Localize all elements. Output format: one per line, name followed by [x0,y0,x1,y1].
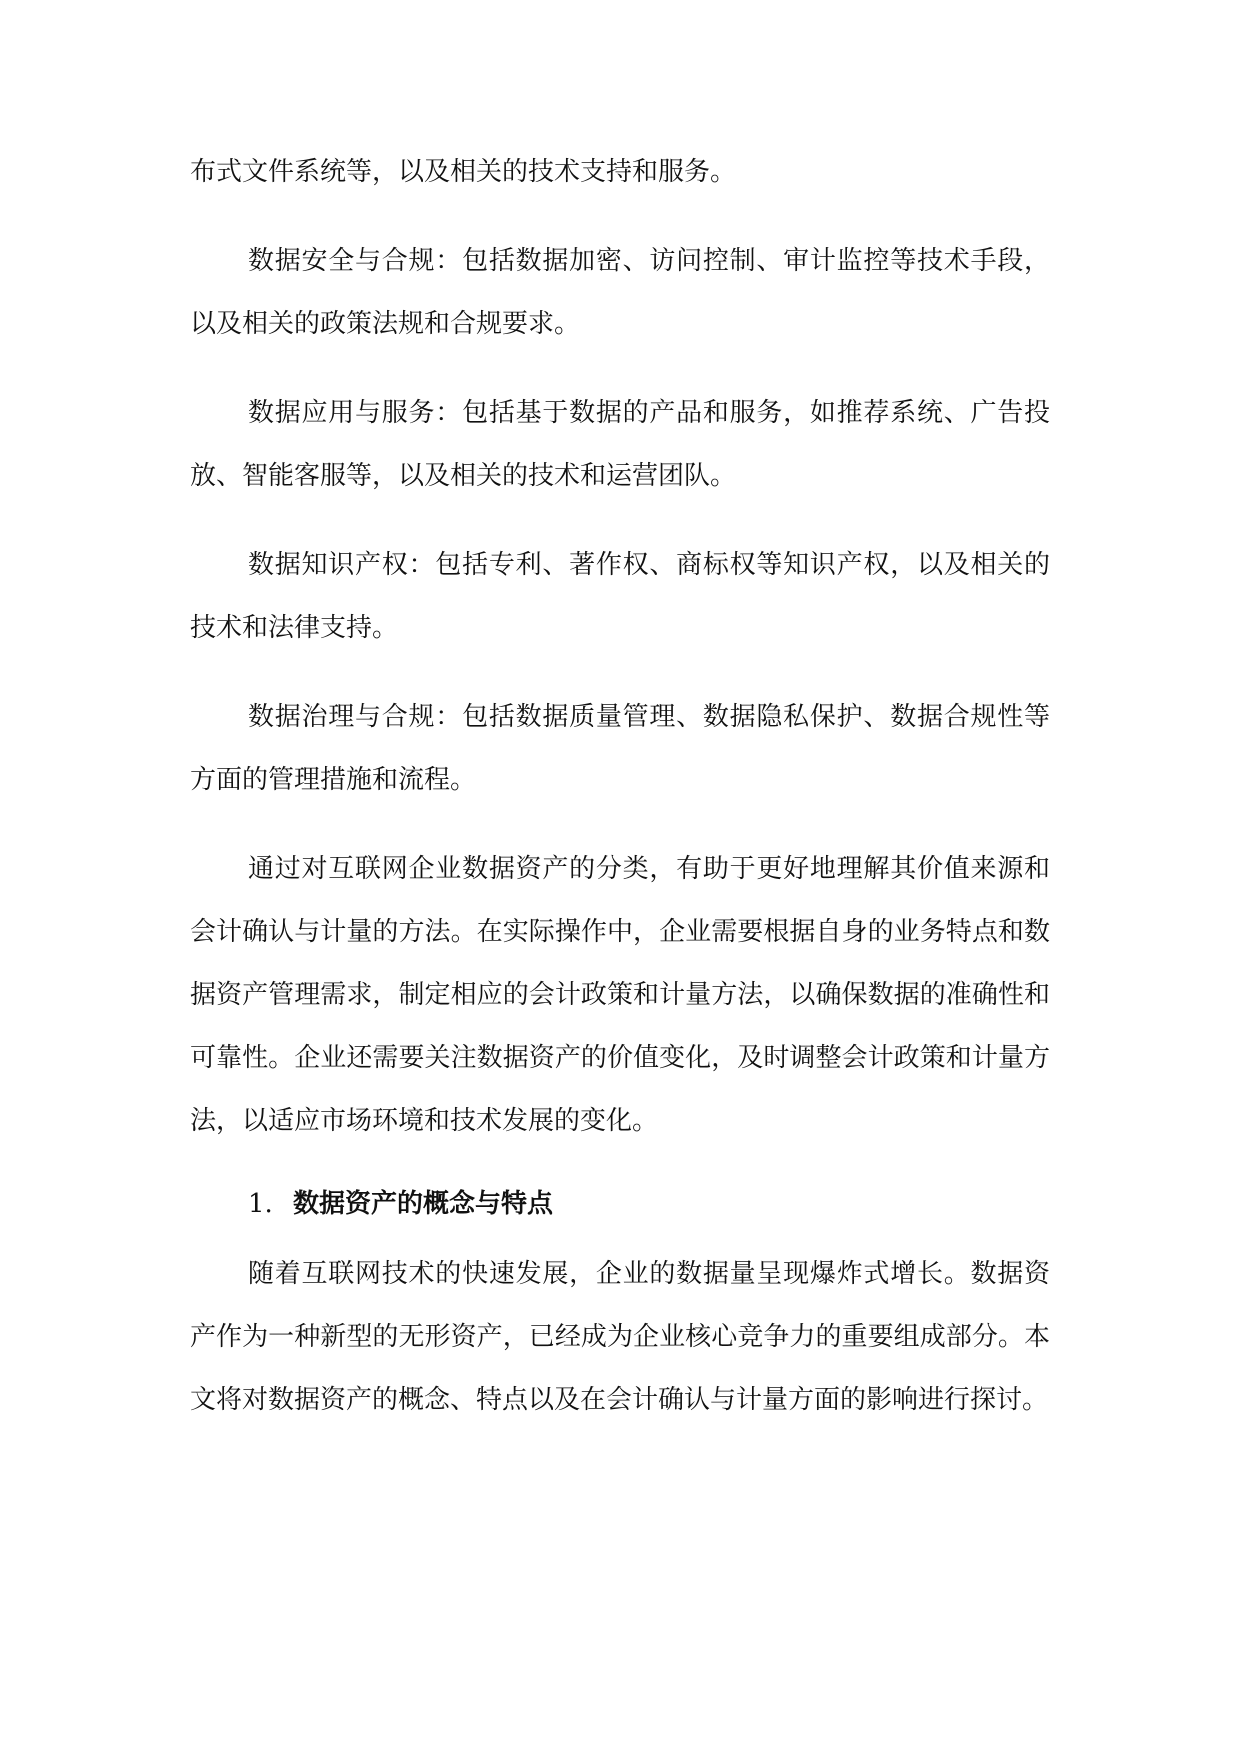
paragraph-data-security: 数据安全与合规：包括数据加密、访问控制、审计监控等技术手段，以及相关的政策法规和合规要求。 [190,246,1050,339]
paragraph-section-intro: 随着互联网技术的快速发展，企业的数据量呈现爆炸式增长。数据资产作为一种新型的无形资产，已经成为企业核心竞争力的重要组成部分。本文将对数据资产的概念、特点以及在会计确认与计量方面的影响进行探讨。 [190,1259,1050,1415]
section-heading [190,1179,1050,1229]
paragraph-classification-summary: 通过对互联网企业数据资产的分类，有助于更好地理解其价值来源和会计确认与计量的方法。在实际操作中，企业需要根据自身的业务特点和数据资产管理需求，制定相应的会计政策和计量方法，以确保数据的准确性和可靠性。企业还需要关注数据资产的价值变化，及时调整会计政策和计量方法，以适应市场环境和技术发展的变化。 [190,854,1050,1136]
paragraph-data-application: 数据应用与服务：包括基于数据的产品和服务，如推荐系统、广告投放、智能客服等，以及相关的技术和运营团队。 [190,398,1050,491]
document-body [190,141,1050,1458]
section-title: 数据资产的概念与特点 [293,1189,554,1219]
paragraph-data-governance: 数据治理与合规：包括数据质量管理、数据隐私保护、数据合规性等方面的管理措施和流程。 [190,702,1050,795]
paragraph-continuation: 布式文件系统等，以及相关的技术支持和服务。 [190,157,737,187]
section-number: 1. [248,1189,273,1219]
paragraph-data-ip: 数据知识产权：包括专利、著作权、商标权等知识产权，以及相关的技术和法律支持。 [190,550,1050,643]
